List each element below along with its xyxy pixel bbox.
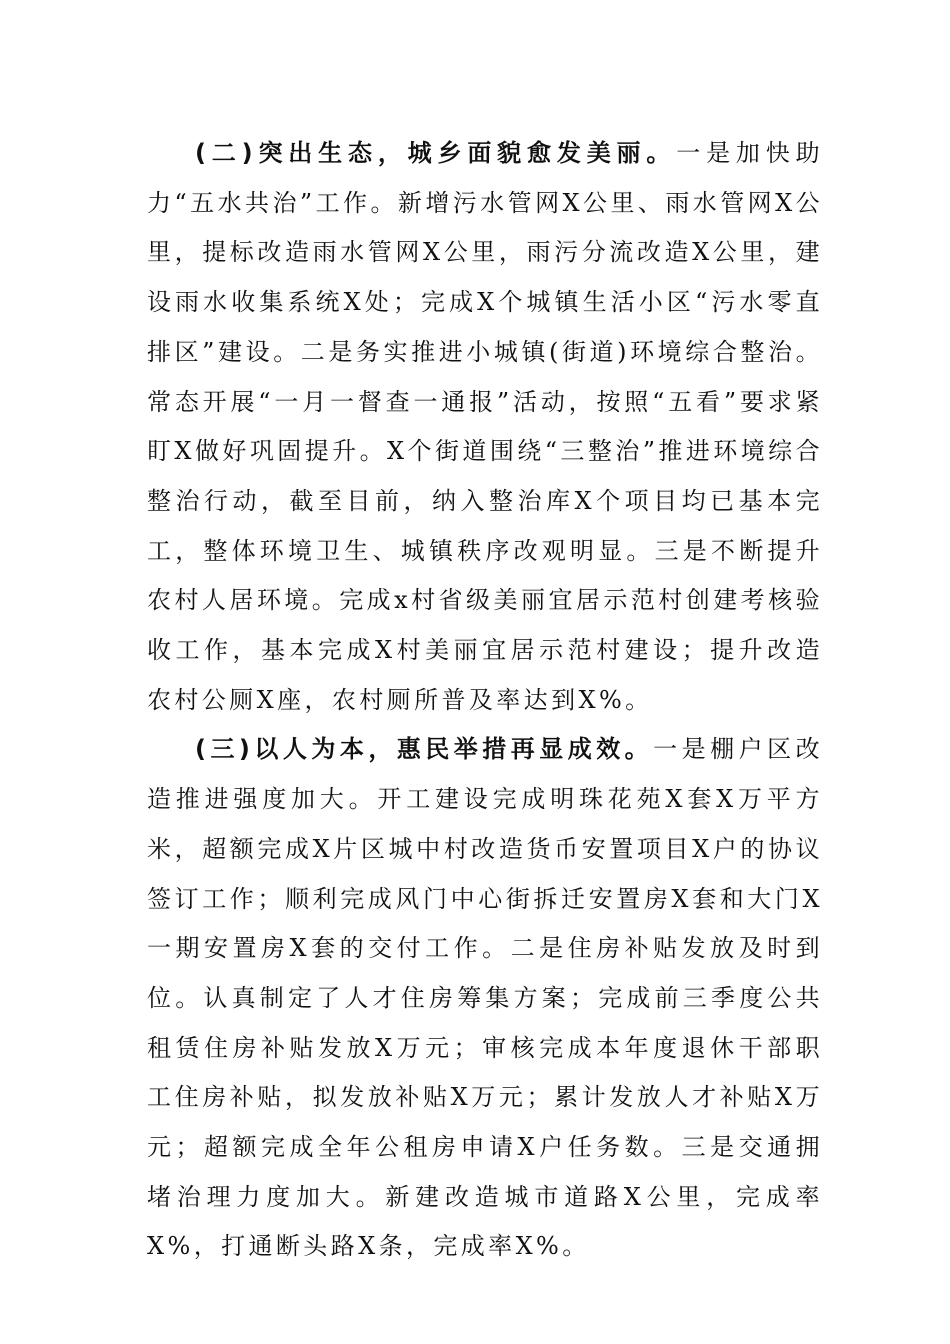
paragraph-people-text: 一是棚户区改造推进强度加大。开工建设完成明珠花苑X套X万平方米，超额完成X片区城中村改造货币安置项目X户的协议签订工作；顺利完成风门中心街拆迁安置房X套和大门X一期安置房X套的交付工作。二是住房补贴发放及时到位。认真制定了人才住房筹集方案；完成前三季度公共租赁住房补贴发放X万元；审核完成本年度退休干部职工住房补贴，拟发放补贴X万元；累计发放人才补贴X万元；超额完成全年公租房申请X户任务数。三是交通拥堵治理力度加大。新建改造城市道路X公里，完成率X%，打通断头路X条，完成率X%。	[147, 735, 823, 1261]
document-body	[147, 129, 823, 1272]
paragraph-ecology	[147, 129, 823, 725]
paragraph-ecology-text: 一是加快助力“五水共治”工作。新增污水管网X公里、雨水管网X公里，提标改造雨水管网X公里，雨污分流改造X公里，建设雨水收集系统X处；完成X个城镇生活小区“污水零直排区”建设。二是务实推进小城镇(街道)环境综合整治。常态开展“一月一督查一通报”活动，按照“五看”要求紧盯X做好巩固提升。X个街道围绕“三整治”推进环境综合整治行动，截至目前，纳入整治库X个项目均已基本完工，整体环境卫生、城镇秩序改观明显。三是不断提升农村人居环境。完成x村省级美丽宜居示范村创建考核验收工作，基本完成X村美丽宜居示范村建设；提升改造农村公厕X座，农村厕所普及率达到X%。	[147, 139, 823, 714]
section-heading-ecology: (二)突出生态，城乡面貌愈发美丽。	[195, 139, 677, 167]
paragraph-people	[147, 725, 823, 1272]
section-heading-people: (三)以人为本，惠民举措再显成效。	[195, 735, 654, 764]
